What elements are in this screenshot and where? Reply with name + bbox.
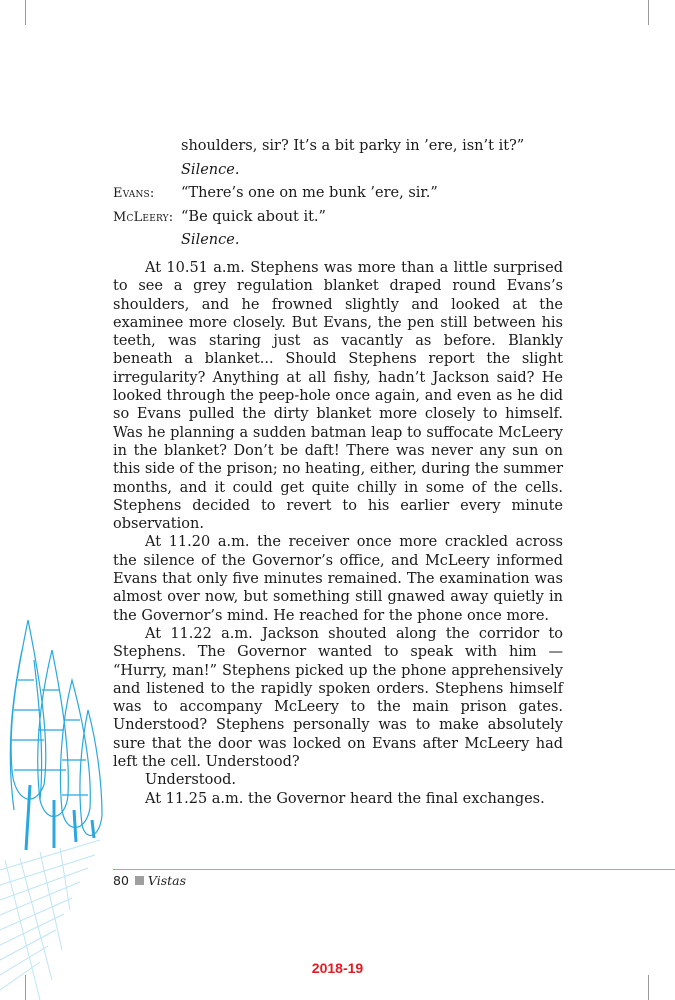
dialogue-line xyxy=(113,206,563,230)
stage-direction: Silence. xyxy=(181,232,240,248)
page-number: 80 xyxy=(113,873,129,888)
page-footer xyxy=(113,873,186,888)
stage-direction: Silence. xyxy=(181,161,240,178)
speech-text: “There’s one on me bunk ’ere, sir.” xyxy=(181,185,438,201)
footer-rule xyxy=(113,869,675,870)
speaker-label xyxy=(113,159,181,183)
dialogue-line xyxy=(113,159,563,183)
speech-text: “Be quick about it.” xyxy=(181,208,326,225)
paragraph: At 11.20 a.m. the receiver once more crackled across the silence of the Governor’s office, and McLeery informed Evans that only five minutes remained. The examination was almost over now, but something still gnawed away quietly in the Governor’s mind. He reached for the phone once more. xyxy=(113,534,563,624)
dialogue-line xyxy=(113,135,563,159)
paragraph: At 11.22 a.m. Jackson shouted along the corridor to Stephens. The Governor wanted to speak with him — “Hurry, man!” Stephens picked up the phone apprehensively and listened to the rapidly spoken orders. Stephens himself was to accompany McLeery to the main prison gates. Understood? Stephens personally was to make absolutely sure that the door was locked on Evans after McLeery had left the cell. Understood? xyxy=(113,625,563,771)
speaker-label: McLeery: xyxy=(113,209,174,225)
speaker-label: Evans: xyxy=(113,186,155,201)
paragraph: Understood. xyxy=(145,772,236,789)
tree-illustration xyxy=(0,610,110,1000)
dialogue-line xyxy=(113,182,563,206)
paragraph: At 11.25 a.m. the Governor heard the final exchanges. xyxy=(145,790,545,807)
prose-block xyxy=(113,259,563,808)
speaker-label xyxy=(113,229,181,253)
dialogue-line xyxy=(113,229,563,253)
dialogue-block xyxy=(113,135,563,253)
crop-mark-top-right xyxy=(648,0,650,25)
speech-text: shoulders, sir? It’s a bit parky in ’ere, isn’t it?” xyxy=(181,138,525,154)
edition-year: 2018-19 xyxy=(311,960,364,976)
crop-mark-bottom-right xyxy=(648,975,650,1000)
book-title: Vistas xyxy=(147,873,187,888)
paragraph: At 10.51 a.m. Stephens was more than a little surprised to see a grey regulation blanket draped round Evans’s shoulders, and he frowned slightly and looked at the examinee more closely. But Evans, the pen still between his teeth, was staring just as vacantly as before. Blankly beneath a blanket... Should Stephens report the slight irregularity? Anything at all fishy, hadn’t Jackson said? He looked through the peep-hole once again, and even as he did so Evans pulled the dirty blanket more closely to himself. Was he planning a sudden batman leap to suffocate McLeery in the blanket? Don’t be daft! There was never any sun on this side of the prison; no heating, either, during the summer months, and it could get quite chilly in some of the cells. Stephens decided to revert to his earlier every minute observation. xyxy=(113,260,563,533)
square-bullet-icon xyxy=(135,876,144,885)
speaker-label xyxy=(113,135,181,159)
crop-mark-top-left xyxy=(25,0,27,25)
